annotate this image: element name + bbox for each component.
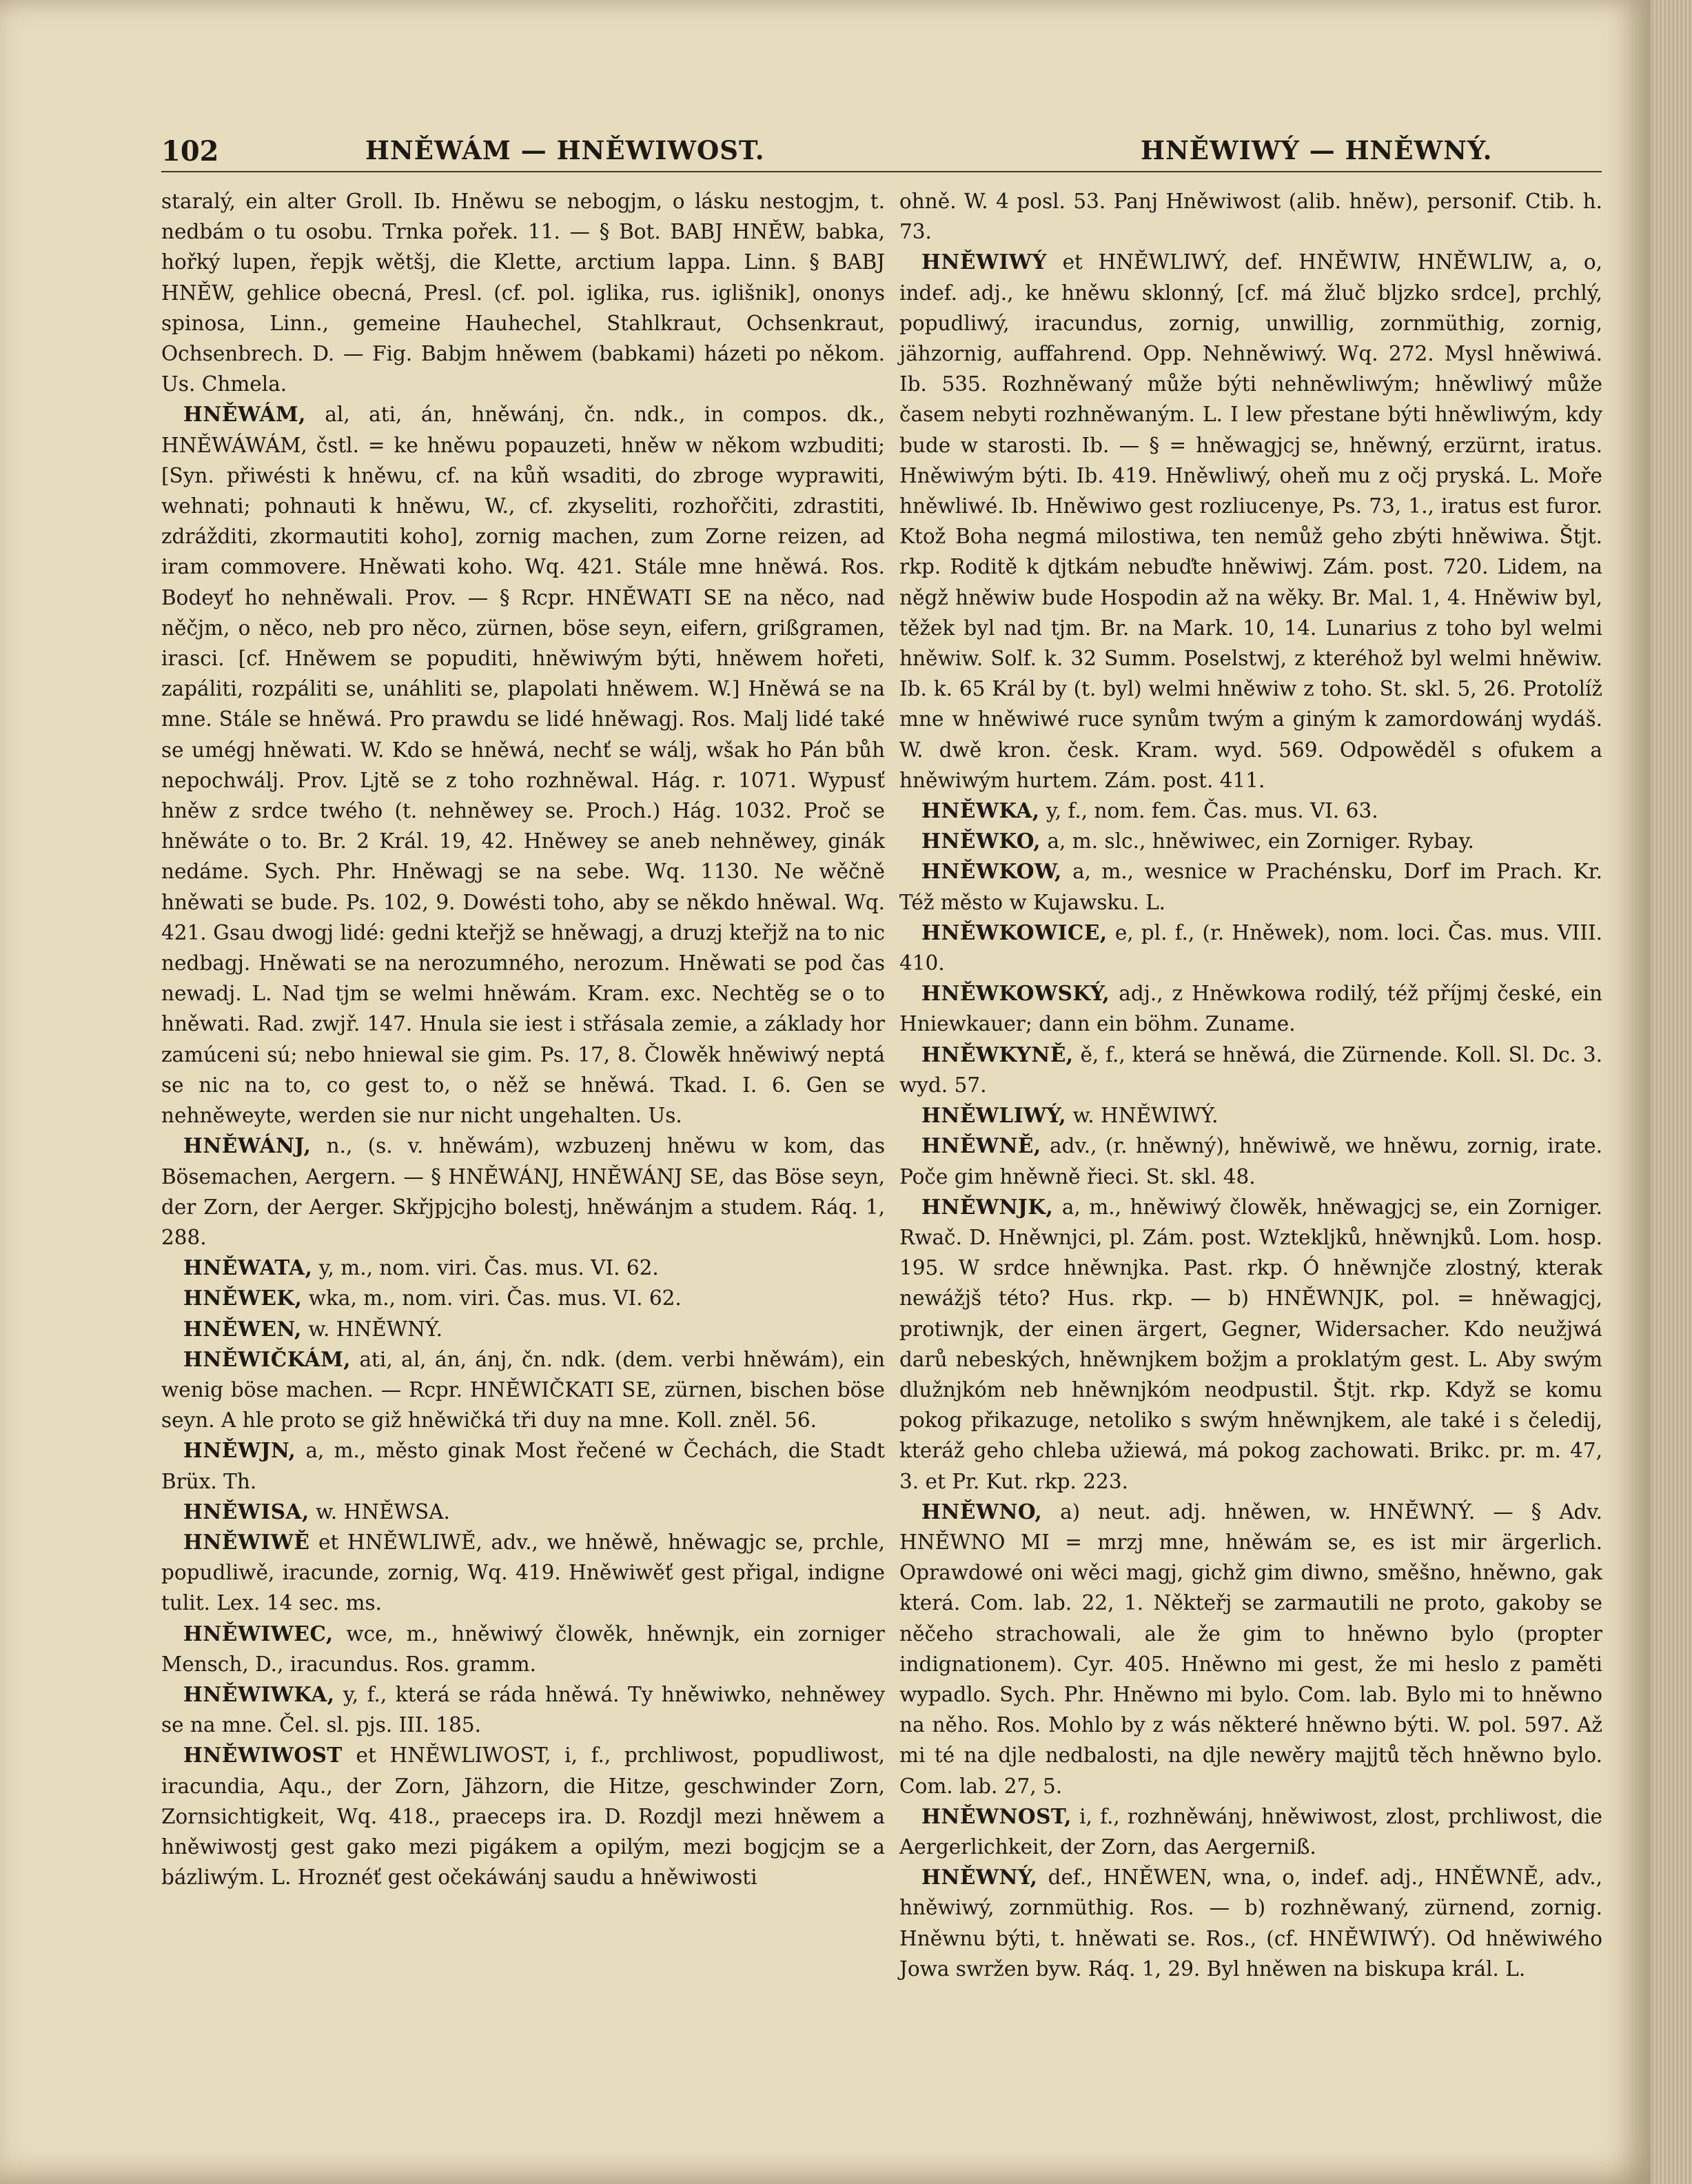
entry-headword: HNĚWKOWICE, (921, 920, 1108, 944)
entry-text: et HNĚWLIWÝ, def. HNĚWIW, HNĚWLIW, a, o, indef. adj., ke hněwu sklonný, [cf. má žluč blјzko srdce], prchlý, popudliwý, iracundus, zornig, unwillig, zornmüthig, zornig, jähzornig, auffahrend. Opp. Nehněwiwý. Wq. 272. Mysl hněwiwá. Ib. 535. Rozhněwaný může býti nehněwliwým; hněwliwý může časem nebyti rozhněwaným. L. I lew přestane býti hněwliwým, kdy bude w starosti. Ib. — § = hněwagjcj se, hněwný, erzürnt, iratus. Hněwiwým býti. Ib. 419. Hněwliwý, oheň mu z očj pryská. L. Moře hněwliwé. Ib. Hněwiwo gest rozliucenye, Ps. 73, 1., iratus est furor. Ktož Boha negmá milostiwa, ten nemůž geho zbýti hněwiwa. Štjt. rkp. Roditě k djtkám nebuďte hněwiwj. Zám. post. 720. Lidem, na něgž hněwiw bude Hospodin až na wěky. Br. Mal. 1, 4. Hněwiw byl, těžek byl nad tjm. Br. na Mark. 10, 14. Lunarius z toho byl welmi hněwiw. Solf. k. 32 Summ. Poselstwj, z kteréhož byl welmi hněwiw. Ib. k. 65 Král by (t. byl) welmi hněwiw z toho. St. skl. 5, 26. Protolíž mne w hněwiwé ruce synům twým a giným k zamordowánj wydáš. W. dwě kron. česk. Kram. wyd. 569. Odpowěděl s ofukem a hněwiwým hurtem. Zám. post. 411. (899, 250, 1602, 792)
dictionary-entry (161, 1740, 885, 1892)
entry-text: adj., z Hněwkowa rodilý, též příjmj české, ein Hniewkauer; dann ein böhm. Zuname. (899, 982, 1602, 1036)
dictionary-entry (899, 1862, 1602, 1984)
entry-headword: HNĚWISA, (183, 1499, 309, 1524)
entry-headword: HNĚWÁNJ, (183, 1133, 312, 1158)
entry-headword: HNĚWIWÝ (921, 250, 1047, 274)
entry-text: wka, m., nom. viri. Čas. mus. VI. 62. (308, 1286, 682, 1311)
dictionary-entry (161, 399, 885, 1131)
entry-headword: HNĚWKYNĚ, (921, 1042, 1074, 1066)
entry-headword: HNĚWNĚ, (921, 1133, 1041, 1158)
entry-text: a) neut. adj. hněwen, w. HNĚWNÝ. — § Adv. HNĚWNO MI = mrzj mne, hněwám se, es ist mir ärgerlich. Oprawdowé oni wěci magj, gichž gim diwno, směšno, hněwno, gak která. Com. lab. 22, 1. Někteřj se zarmautili ne proto, gakoby se něčeho strachowali, ale že gim to hněwno bylo (propter indignationem). Cyr. 405. Hněwno mi gest, že mi heslo z paměti wypadlo. Sych. Phr. Hněwno mi bylo. Com. lab. Bylo mi to hněwno na něho. Ros. Mohlo by z wás některé hněwno býti. W. pol. 597. Až mi té na djle nedbalosti, na djle newěry majjtů těch hněwno bylo. Com. lab. 27, 5. (899, 1499, 1602, 1798)
dictionary-entry (899, 186, 1602, 247)
entry-headword: HNĚWLIWÝ, (921, 1103, 1067, 1128)
entry-headword: HNĚWNÝ, (921, 1865, 1038, 1890)
entry-headword: HNĚWEK, (183, 1286, 303, 1311)
entry-headword: HNĚWATA, (183, 1255, 313, 1280)
right-column (899, 186, 1602, 1984)
entry-text: et HNĚWLIWOST, i, f., prchliwost, popudliwost, iracundia, Aqu., der Zorn, Jähzorn, die Hitze, geschwinder Zorn, Zornsichtigkeit, Wq. 418., praeceps ira. D. Rozdjl mezi hněwem a hněwiwostj gest gako mezi pigákem a opilým, mezi bogjcjm se a bázliwým. L. Hroznéť gest očekáwánj saudu a hněwiwosti (161, 1743, 885, 1890)
dictionary-entry (161, 1283, 885, 1313)
dictionary-entry (899, 856, 1602, 917)
entry-headword: HNĚWKO, (921, 829, 1041, 853)
running-head-right: HNĚWIWÝ — HNĚWNÝ. (1141, 135, 1493, 165)
dictionary-entry (899, 1801, 1602, 1862)
entry-text: ati, al, án, ánj, čn. ndk. (dem. verbi hněwám), ein wenig böse machen. — Rcpr. HNĚWIČKATI SE, zürnen, bischen böse seyn. A hle proto se giž hněwičká tři duy na mne. Koll. zněl. 56. (161, 1347, 885, 1433)
dictionary-entry (899, 247, 1602, 796)
entry-text: wce, m., hněwiwý člowěk, hněwnjk, ein zorniger Mensch, D., iracundus. Ros. gramm. (161, 1621, 885, 1676)
dictionary-entry (161, 1497, 885, 1527)
dictionary-entry (161, 1679, 885, 1740)
dictionary-entry (161, 1253, 885, 1283)
header-rule (161, 171, 1602, 172)
entry-text: y, m., nom. viri. Čas. mus. VI. 62. (318, 1256, 659, 1280)
entry-text: y, f., která se ráda hněwá. Ty hněwiwko, nehněwey se na mne. Čel. sl. pjs. III. 185. (161, 1682, 885, 1737)
entry-text: adv., (r. hněwný), hněwiwě, we hněwu, zornig, irate. Poče gim hněwně řieci. St. skl. 48. (899, 1134, 1602, 1189)
entry-text: staralý, ein alter Groll. Ib. Hněwu se nebogjm, o lásku nestogjm, t. nedbám o tu osobu. Trnka pořek. 11. — § Bot. BABJ HNĚW, babka, hořký lupen, řepjk wětšj, die Klette, arctium lappa. Linn. § BABJ HNĚW, gehlice obecná, Presl. (cf. pol. iglika, rus. iglišnik], ononys spinosa, Linn., gemeine Hauhechel, Stahlkraut, Ochsenkraut, Ochsenbrech. D. — Fig. Babjm hněwem (babkami) házeti po někom. Us. Chmela. (161, 190, 885, 396)
entry-text: i, f., rozhněwánj, hněwiwost, zlost, prchliwost, die Aergerlichkeit, der Zorn, das Aergerniß. (899, 1804, 1602, 1859)
entry-text: ohně. W. 4 posl. 53. Panj Hněwiwost (alib. hněw), personif. Ctib. h. 73. (899, 190, 1602, 244)
entry-headword: HNĚWJN, (183, 1438, 296, 1463)
dictionary-entry (161, 1527, 885, 1619)
entry-headword: HNĚWIWOST (183, 1743, 343, 1768)
entry-text: def., HNĚWEN, wna, o, indef. adj., HNĚWNĚ, adv., hněwiwý, zornmüthig. Ros. — b) rozhněwaný, zürnend, zornig. Hněwnu býti, t. hněwati se. Ros., (cf. HNĚWIWÝ). Od hněwiwého Jowa swržen byw. Ráq. 1, 29. Byl hněwen na biskupa král. L. (899, 1866, 1602, 1981)
entry-headword: HNĚWNO, (921, 1499, 1043, 1524)
entry-text: y, f., nom. fem. Čas. mus. VI. 63. (1046, 799, 1378, 823)
dictionary-entry (161, 186, 885, 399)
entry-text: w. HNĚWNÝ. (308, 1317, 442, 1341)
entry-text: a, m., hněwiwý člowěk, hněwagjcj se, ein Zorniger. Rwač. D. Hněwnjci, pl. Zám. post. Wzteklјků, hněwnjků. Lom. hosp. 195. W srdce hněwnjka. Past. rkp. Ó hněwnjče zlostný, kterak newážjš této? Hus. rkp. — b) HNĚWNJK, pol. = hněwagjcj, protiwnjk, der einen ärgert, Gegner, Widersacher. Kdo neužjwá darů nebeských, hněwnjkem božjm a proklatým gest. L. Aby swým dlužnjkóm neb hněwnjkóm neodpustil. Štjt. rkp. Když se komu pokog přikazuge, netoliko s swým hněwnjkem, ale také i s čeledij, kteráž geho chleba užiewá, má pokog zachowati. Brikc. pr. m. 47, 3. et Pr. Kut. rkp. 223. (899, 1195, 1602, 1493)
entry-headword: HNĚWIWEC, (183, 1621, 334, 1646)
dictionary-entry (899, 1192, 1602, 1497)
dictionary-entry (899, 1100, 1602, 1131)
dictionary-entry (899, 978, 1602, 1039)
entry-headword: HNĚWKA, (921, 798, 1040, 823)
dictionary-entry (161, 1314, 885, 1344)
entry-headword: HNĚWKOWSKÝ, (921, 981, 1110, 1006)
entry-headword: HNĚWNJK, (921, 1194, 1054, 1219)
entry-text: al, ati, án, hněwánj, čn. ndk., in compos. dk., HNĚWÁWÁM, čstl. = ke hněwu popauzeti, hněw w někom wzbuditi; [Syn. přiwésti k hněwu, cf. na kůň wsaditi, do zbroge wyprawiti, wehnati; pohnauti k hněwu, W., cf. zkyseliti, rozhořčiti, zdrastiti, zdrážditi, zkormautiti koho], zornig machen, zum Zorne reizen, ad iram commovere. Hněwati koho. Wq. 421. Stále mne hněwá. Ros. Bodeyť ho nehněwali. Prov. — § Rcpr. HNĚWATI SE na něco, nad něčjm, o něco, neb pro něco, zürnen, böse seyn, eifern, grißgramen, irasci. [cf. Hněwem se popuditi, hněwiwým býti, hněwem hořeti, zapáliti, rozpáliti se, unáhliti se, plapolati hněwem. W.] Hněwá se na mne. Stále se hněwá. Pro prawdu se lidé hněwagj. Ros. Malj lidé také se umégj hněwati. W. Kdo se hněwá, nechť se wálj, wšak ho Pán bůh nepochwálj. Prov. Ljtě se z toho rozhněwal. Hág. r. 1071. Wypusť hněw z srdce twého (t. nehněwey se. Proch.) Hág. 1032. Proč se hněwáte o to. Br. 2 Král. 19, 42. Hněwey se aneb nehněwey, ginák nedáme. Sych. Phr. Hněwagj se na sebe. Wq. 1130. Ne wěčně hněwati se bude. Ps. 102, 9. Dowésti toho, aby se někdo hněwal. Wq. 421. Gsau dwogj lidé: gedni kteřjž se hněwagj, a druzj kteřjž na to nic nedbagj. Hněwati se na nerozumného, nerozum. Hněwati se pod čas newadj. L. Nad tjm se welmi hněwám. Kram. exc. Nechtěg se o to hněwati. Rad. zwjř. 147. Hnula sie iest i střásala zemie, a základy hor zamúceni sú; nebo hniewal sie gim. Ps. 17, 8. Člowěk hněwiwý neptá se nic na to, co gest to, o něž se hněwá. Tkad. I. 6. Gen se nehněweyte, werden sie nur nicht ungehalten. Us. (161, 403, 885, 1128)
entry-headword: HNĚWIWĚ (183, 1529, 310, 1554)
entry-text: ě, f., která se hněwá, die Zürnende. Koll. Sl. Dc. 3. wyd. 57. (899, 1042, 1602, 1097)
dictionary-entry (161, 1619, 885, 1679)
entry-text: n., (s. v. hněwám), wzbuzenj hněwu w kom, das Bösemachen, Aergern. — § HNĚWÁNJ, HNĚWÁNJ SE, das Böse seyn, der Zorn, der Aerger. Skřjpjcjho bolestj, hněwánjm a studem. Ráq. 1, 288. (161, 1134, 885, 1249)
book-page-edge (1651, 0, 1692, 2184)
entry-headword: HNĚWÁM, (183, 402, 306, 427)
entry-headword: HNĚWKOW, (921, 859, 1062, 884)
left-column (161, 186, 885, 1892)
entry-text: w. HNĚWSA. (316, 1499, 450, 1524)
dictionary-entry (161, 1344, 885, 1436)
entry-headword: HNĚWNOST, (921, 1803, 1072, 1828)
entry-text: a, m., wesnice w Prachénsku, Dorf im Prach. Kr. Též město w Kujawsku. L. (899, 860, 1602, 914)
dictionary-entry (899, 1040, 1602, 1100)
entry-headword: HNĚWIWKA, (183, 1681, 335, 1706)
dictionary-entry (161, 1131, 885, 1253)
dictionary-entry (899, 796, 1602, 826)
entry-headword: HNĚWEN, (183, 1316, 302, 1341)
dictionary-entry (899, 1131, 1602, 1191)
entry-text: e, pl. f., (r. Hněwek), nom. loci. Čas. mus. VIII. 410. (899, 920, 1602, 975)
dictionary-entry (899, 918, 1602, 978)
dictionary-entry (161, 1435, 885, 1496)
page-number: 102 (161, 135, 219, 168)
entry-text: w. HNĚWIWÝ. (1072, 1104, 1219, 1128)
dictionary-entry (899, 1497, 1602, 1801)
entry-headword: HNĚWIČKÁM, (183, 1346, 351, 1371)
dictionary-entry (899, 826, 1602, 856)
entry-text: a, m. slc., hněwiwec, ein Zorniger. Rybay. (1047, 829, 1474, 853)
running-head-left: HNĚWÁM — HNĚWIWOST. (365, 135, 765, 165)
entry-text: a, m., město ginak Most řečené w Čechách, die Stadt Brüx. Th. (161, 1439, 885, 1493)
entry-text: et HNĚWLIWĚ, adv., we hněwě, hněwagjc se, prchle, popudliwě, iracunde, zornig, Wq. 419. Hněwiwěť gest přigal, indigne tulit. Lex. 14 sec. ms. (161, 1530, 885, 1615)
